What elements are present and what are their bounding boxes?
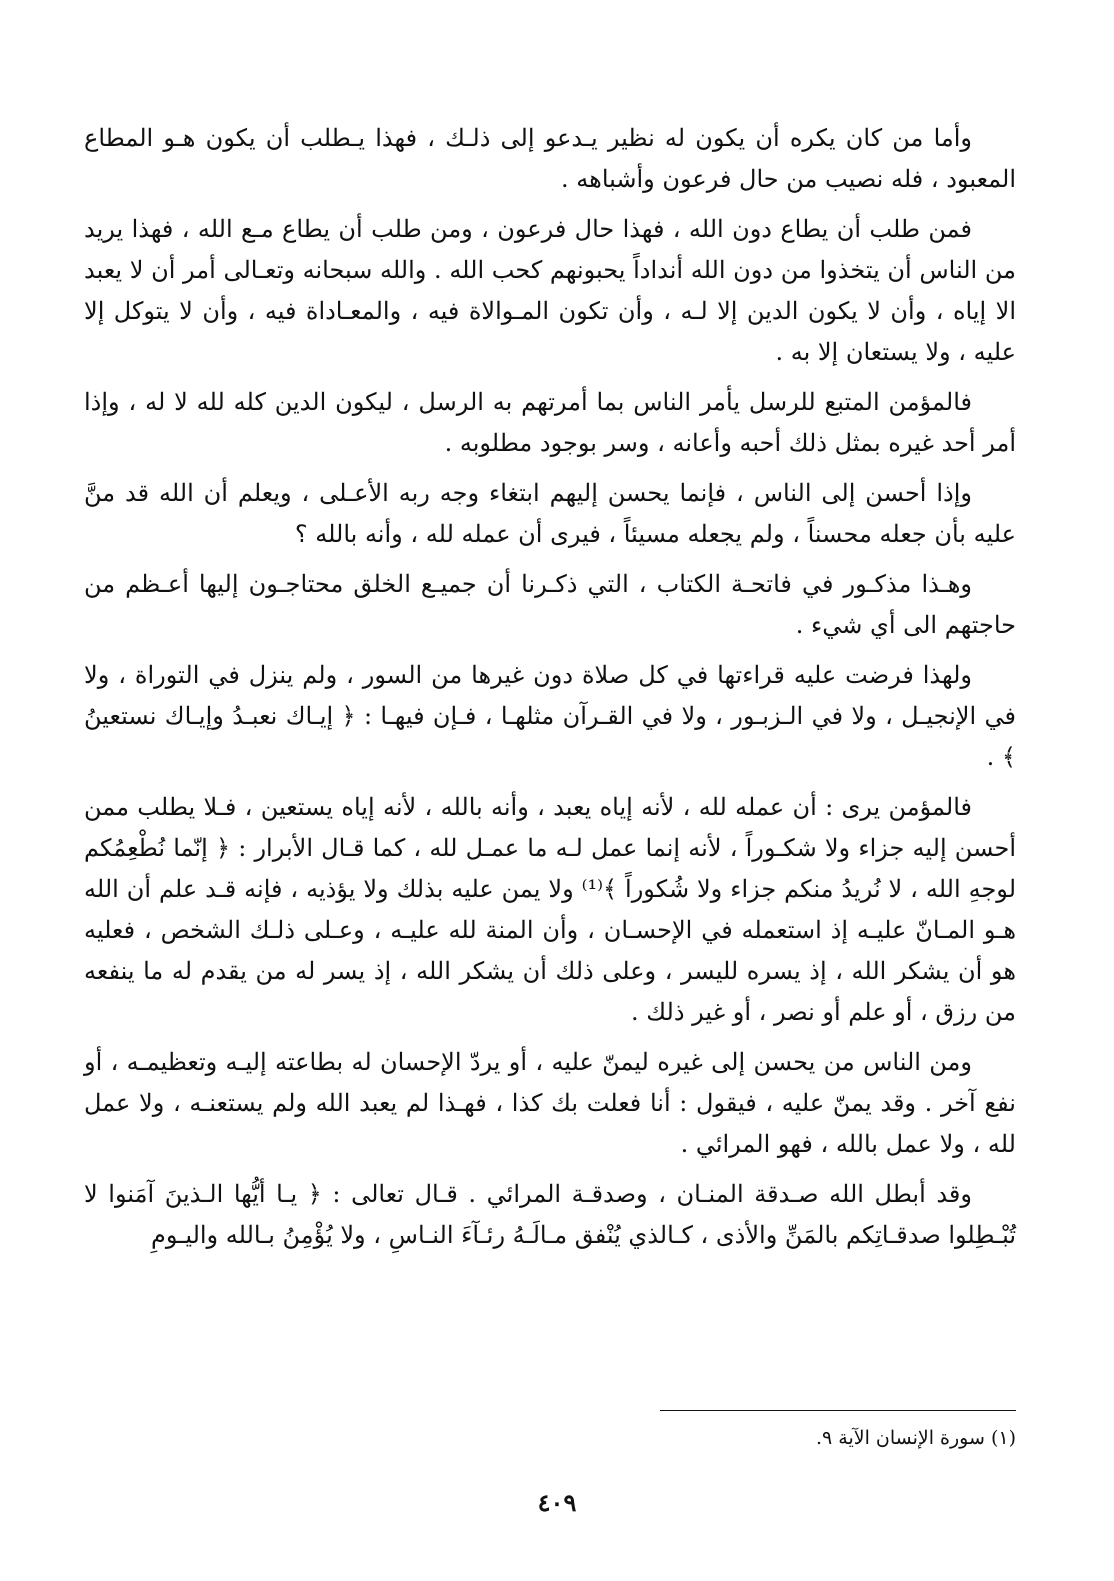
paragraph: وقد أبطل الله صـدقة المنـان ، وصدقـة المرائي . قـال تعالى : ﴿ يـا أيُّها الـذينَ آمَنوا لا تُبْـطِلوا صدقـاتِكم بالمَنِّ والأذى ، كـالذي يُنْفق مـالَـهُ رئـآءَ النـاسِ ، ولا يُؤْمِنُ بـالله واليـومِ — [84, 1180, 1016, 1249]
paragraph: ولهذا فرضت عليه قراءتها في كل صلاة دون غيرها من السور ، ولم ينزل في التوراة ، ولا في الإنجيـل ، ولا في الـزبـور ، ولا في القـرآن مثلهـا ، فـإن فيهـا : ﴿ إيـاك نعبـدُ وإيـاك نستعينُ ﴾ . — [84, 661, 1016, 771]
paragraph: وهـذا مذكـور في فاتحـة الكتاب ، التي ذكـرنا أن جميـع الخلق محتاجـون إليها أعـظم من حاجتهم الى أي شيء . — [84, 570, 1016, 639]
paragraph: ومن الناس من يحسن إلى غيره ليمنّ عليه ، أو يردّ الإحسان له بطاعته إليـه وتعظيمـه ، أو نفع آخر . وقد يمنّ عليه ، فيقول : أنا فعلت بك كذا ، فهـذا لم يعبد الله ولم يستعنـه ، ولا عمل لله ، ولا عمل بالله ، فهو المرائي . — [84, 1048, 1016, 1158]
paragraph: فالمؤمن يرى : أن عمله لله ، لأنه إياه يعبد ، وأنه بالله ، لأنه إياه يستعين ، فـلا يطلب ممن أحسن إليه جزاء ولا شكـوراً ، لأنه إنما عمل لـه ما عمـل لله ، كما قـال الأبرار : ﴿ إنّما نُطْعِمُكم لوجهِ الله ، لا نُريدُ منكم جزاء ولا شُكوراً ﴾⁽¹⁾ ولا يمن عليه بذلك ولا يؤذيه ، فإنه قـد علم أن الله هـو المـانّ عليـه إذ استعمله في الإحسـان ، وأن المنة لله عليـه ، وعـلى ذلـك الشخص ، فعليه هو أن يشكر الله ، إذ يسره لليسر ، وعلى ذلك أن يشكر الله ، إذ يسر له من يقدم له ما ينفعه من رزق ، أو علم أو نصر ، أو غير ذلك . — [84, 793, 1017, 1026]
footnote-divider — [660, 1410, 1016, 1411]
paragraph: وأما من كان يكره أن يكون له نظير يـدعو إلى ذلـك ، فهذا يـطلب أن يكون هـو المطاع المعبود ، فله نصيب من حال فرعون وأشباهه . — [84, 124, 1016, 193]
page-body — [84, 118, 1016, 1265]
page-number: ٤٠٩ — [537, 1488, 577, 1517]
paragraph: وإذا أحسن إلى الناس ، فإنما يحسن إليهم ابتغاء وجه ربه الأعـلى ، ويعلم أن الله قد منَّ عليه بأن جعله محسناً ، ولم يجعله مسيئاً ، فيرى أن عمله لله ، وأنه بالله ؟ — [84, 479, 1016, 548]
paragraph: فمن طلب أن يطاع دون الله ، فهذا حال فرعون ، ومن طلب أن يطاع مـع الله ، فهذا يريد من الناس أن يتخذوا من دون الله أنداداً يحبونهم كحب الله . والله سبحانه وتعـالى أمر أن لا يعبد الا إياه ، وأن لا يكون الدين إلا لـه ، وأن تكون المـوالاة فيه ، والمعـاداة فيه ، وأن لا يتوكل إلا عليه ، ولا يستعان إلا به . — [84, 215, 1016, 366]
paragraph: فالمؤمن المتبع للرسل يأمر الناس بما أمرتهم به الرسل ، ليكون الدين كله لله لا له ، وإذا أمر أحد غيره بمثل ذلك أحبه وأعانه ، وسر بوجود مطلوبه . — [84, 388, 1016, 457]
footnote: (١) سورة الإنسان الآية ٩. — [815, 1427, 1016, 1449]
